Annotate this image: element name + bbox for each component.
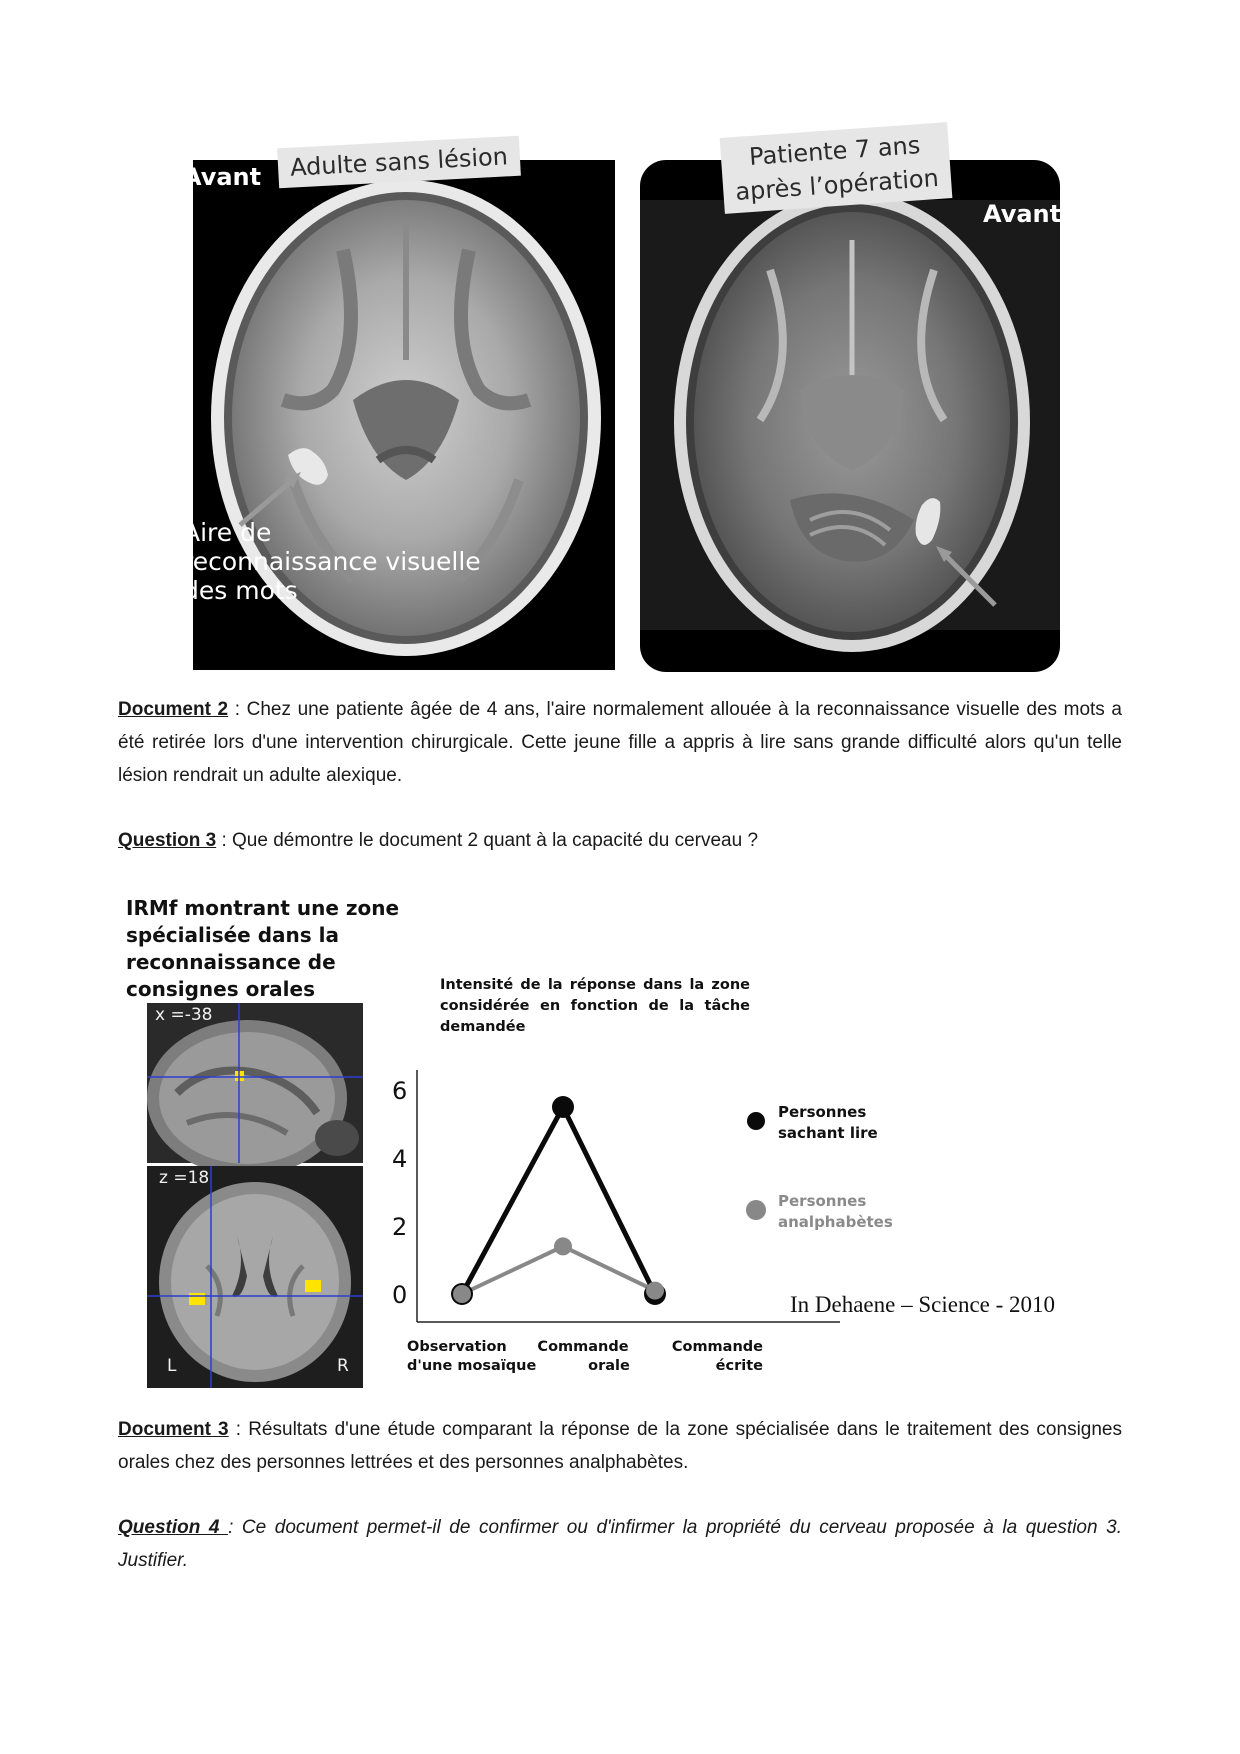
activation-spot — [305, 1280, 321, 1292]
data-point — [453, 1285, 471, 1303]
sagittal-scan-image — [147, 1003, 363, 1163]
adult-tag: Adulte sans lésion — [277, 136, 521, 189]
axial-scan-drawing — [147, 1166, 363, 1388]
tag-line: après l’opération — [734, 163, 940, 207]
series-line — [462, 1107, 655, 1294]
question-3-text: : Que démontre le document 2 quant à la capacité du cerveau ? — [216, 830, 759, 851]
scan-right-label: R — [337, 1356, 349, 1376]
source-citation: In Dehaene – Science - 2010 — [790, 1292, 1056, 1317]
y-tick-label: 4 — [392, 1145, 408, 1173]
tag-line: Patiente 7 ans — [748, 131, 922, 171]
scan-coordinate-label: z =18 — [159, 1168, 210, 1188]
question-4-text: : Ce document permet-il de confirmer ou d'infirmer la propriété du cerveau proposée à la question 3. Justifier. — [118, 1517, 1122, 1571]
patient-tag — [720, 122, 952, 214]
y-tick-label: 6 — [392, 1077, 408, 1105]
document-2-label: Document 2 — [118, 699, 229, 720]
legend-label: Personnes — [778, 1192, 867, 1210]
axial-scan-image — [147, 1166, 363, 1388]
caption-line: Aire de — [183, 518, 272, 547]
activation-spot — [189, 1293, 205, 1305]
x-tick-label: Observation — [407, 1339, 507, 1355]
legend-label: analphabètes — [778, 1213, 893, 1231]
mri-patient-drawing — [640, 160, 1060, 672]
mri-adult-image — [183, 160, 615, 670]
y-tick-label: 0 — [392, 1281, 408, 1309]
area-caption — [183, 518, 481, 605]
caption-line: des mots — [183, 576, 298, 605]
scan-left-label: L — [167, 1356, 177, 1376]
scan-coordinate-label: x =-38 — [155, 1005, 213, 1025]
x-tick-label: Commande — [537, 1339, 629, 1355]
question-3-label: Question 3 — [118, 830, 217, 851]
x-tick-label: Commande — [671, 1339, 763, 1355]
data-point — [552, 1096, 574, 1118]
legend-marker — [746, 1200, 766, 1220]
chart-title: Intensité de la réponse dans la zone considérée en fonction de la tâche demandée — [440, 977, 750, 1035]
data-point — [554, 1237, 572, 1255]
question-3-paragraph — [118, 824, 1122, 857]
line-chart — [380, 1050, 893, 1390]
legend-label: sachant lire — [778, 1124, 878, 1142]
x-tick-label: d'une mosaïque — [407, 1358, 537, 1374]
caption-line: reconnaissance visuelle — [183, 547, 481, 576]
document-2-text: : Chez une patiente âgée de 4 ans, l'aire normalement allouée à la reconnaissance visuelle des mots a été retirée lors d'une intervention chirurgicale. Cette jeune fille a appris à lire sans grande difficulté alors qu'un telle lésion rendrait un adulte alexique. — [118, 699, 1122, 786]
mri-patient-image — [640, 160, 1060, 672]
x-tick-label: écrite — [715, 1358, 763, 1374]
y-tick-label: 2 — [392, 1213, 408, 1241]
question-4-label: Question 4 — [118, 1517, 229, 1538]
legend-marker — [747, 1112, 765, 1130]
question-4-paragraph — [118, 1511, 1122, 1577]
data-point — [646, 1282, 664, 1300]
orientation-label: Avant — [183, 163, 262, 191]
document-2-paragraph — [118, 693, 1122, 792]
document-3-text: : Résultats d'une étude comparant la réponse de la zone spécialisée dans le traitement des consignes orales chez des personnes lettrées et des personnes analphabètes. — [118, 1419, 1122, 1473]
document-3-paragraph — [118, 1413, 1122, 1479]
orientation-label: Avant — [983, 200, 1062, 228]
irmf-title: IRMf montrant une zone spécialisée dans la reconnaissance de consignes orales — [126, 896, 400, 1001]
legend-label: Personnes — [778, 1103, 867, 1121]
document-3-label: Document 3 — [118, 1419, 229, 1440]
sagittal-scan-drawing — [147, 1003, 363, 1163]
x-tick-label: orale — [588, 1358, 630, 1374]
